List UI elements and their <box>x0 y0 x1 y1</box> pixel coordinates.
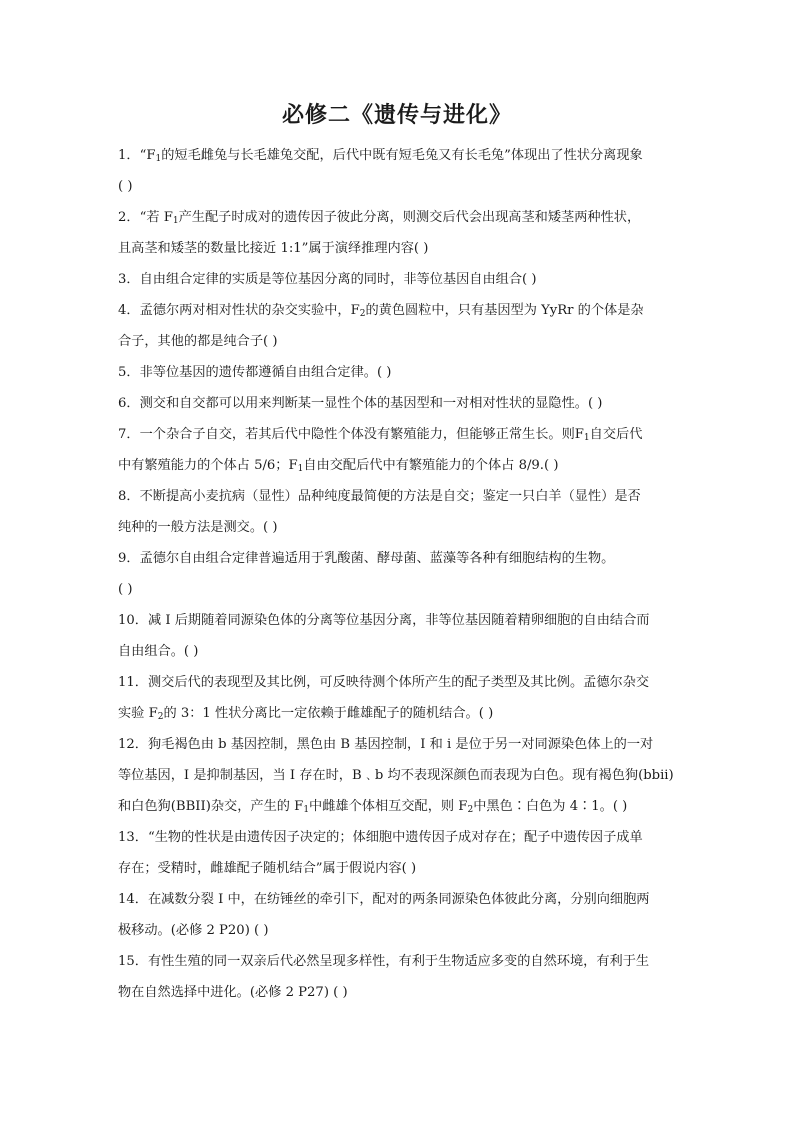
question-item <box>118 140 678 202</box>
question-text: 1．“F <box>118 148 156 163</box>
question-text: 13．“生物的性状是由遗传因子决定的；体细胞中遗传因子成对存在；配子中遗传因子成单 <box>118 830 643 845</box>
question-text: 纯种的一般方法是测交。( ) <box>118 520 278 535</box>
question-text: 实验 F <box>118 706 158 721</box>
question-item <box>118 946 678 1008</box>
question-item <box>118 729 678 822</box>
question-line <box>118 853 678 884</box>
question-text: 极移动。(必修 2 P20) ( ) <box>118 923 269 938</box>
question-text: 6．测交和自交都可以用来判断某一显性个体的基因型和一对相对性状的显隐性。( ) <box>118 396 603 411</box>
question-text: 合子，其他的都是纯合子( ) <box>118 334 278 349</box>
question-text: ( ) <box>118 582 133 597</box>
subscript: 1 <box>583 433 590 443</box>
question-line <box>118 233 678 264</box>
question-text: 2．“若 F <box>118 210 173 225</box>
question-text: 且高茎和矮茎的数量比接近 1:1”属于演绎推理内容( ) <box>118 241 429 256</box>
question-line <box>118 171 678 202</box>
question-text: 产生配子时成对的遗传因子彼此分离，则测交后代会出现高茎和矮茎两种性状， <box>178 210 641 225</box>
question-item <box>118 264 678 295</box>
question-line <box>118 357 678 388</box>
question-text: 的黄色圆粒中，只有基因型为 YyRr 的个体是杂 <box>365 303 644 318</box>
question-line <box>118 264 678 295</box>
question-text: 自交后代 <box>589 427 643 442</box>
question-line <box>118 698 678 729</box>
question-line <box>118 760 678 791</box>
question-line <box>118 202 678 233</box>
question-line <box>118 636 678 667</box>
question-text: 8．不断提高小麦抗病（显性）品种纯度最简便的方法是自交；鉴定一只白羊（显性）是否 <box>118 489 641 504</box>
question-item <box>118 884 678 946</box>
page-title: 必修二《遗传与进化》 <box>281 102 512 128</box>
question-item <box>118 295 678 357</box>
question-text: 4．孟德尔两对相对性状的杂交实验中，F <box>118 303 360 318</box>
question-text: 自由交配后代中有繁殖能力的个体占 8/9.( ) <box>303 458 559 473</box>
question-line <box>118 388 678 419</box>
question-item <box>118 605 678 667</box>
question-line <box>118 574 678 605</box>
question-text: 物在自然选择中进化。(必修 2 P27) ( ) <box>118 985 348 1000</box>
question-text: 9．孟德尔自由组合定律普遍适用于乳酸菌、酵母菌、蓝藻等各种有细胞结构的生物。 <box>118 551 615 566</box>
question-line <box>118 884 678 915</box>
question-line <box>118 481 678 512</box>
question-text: 和白色狗(BBII)杂交，产生的 F <box>118 799 304 814</box>
question-item <box>118 202 678 264</box>
question-text: 的短毛雌兔与长毛雄兔交配，后代中既有短毛兔又有长毛兔”体现出了性状分离现象 <box>161 148 643 163</box>
question-item <box>118 419 678 481</box>
subscript: 1 <box>297 464 304 474</box>
question-text: 自由组合。( ) <box>118 644 199 659</box>
question-line <box>118 605 678 636</box>
subscript: 1 <box>155 154 162 164</box>
question-text: 3．自由组合定律的实质是等位基因分离的同时，非等位基因自由组合( ) <box>118 272 537 287</box>
question-item <box>118 481 678 543</box>
question-line <box>118 915 678 946</box>
question-text: 存在；受精时，雌雄配子随机结合”属于假说内容( ) <box>118 861 417 876</box>
question-line <box>118 295 678 326</box>
question-text: 等位基因，I 是抑制基因，当 I 存在时，B﹑b 均不表现深颜色而表现为白色。现有褐色狗(bbii) <box>118 768 674 783</box>
question-item <box>118 667 678 729</box>
question-line <box>118 667 678 698</box>
question-text: ( ) <box>118 179 133 194</box>
question-text: 5．非等位基因的遗传都遵循自由组合定律。( ) <box>118 365 392 380</box>
question-item <box>118 357 678 388</box>
question-line <box>118 512 678 543</box>
question-text: 14．在减数分裂 I 中，在纺锤丝的牵引下，配对的两条同源染色体彼此分离，分别向细胞两 <box>118 892 650 907</box>
question-line <box>118 543 678 574</box>
question-text: 11．测交后代的表现型及其比例，可反映待测个体所产生的配子类型及其比例。孟德尔杂交 <box>118 675 650 690</box>
question-text: 中黑色∶白色为 4∶1。( ) <box>473 799 628 814</box>
question-item <box>118 822 678 884</box>
question-line <box>118 822 678 853</box>
question-item <box>118 388 678 419</box>
question-text: 的 3：1 性状分离比一定依赖于雌雄配子的随机结合。( ) <box>163 706 494 721</box>
question-line <box>118 450 678 481</box>
question-line <box>118 791 678 822</box>
question-line <box>118 326 678 357</box>
question-list <box>118 140 678 1008</box>
question-line <box>118 729 678 760</box>
question-text: 中雌雄个体相互交配，则 F <box>309 799 468 814</box>
subscript: 2 <box>467 805 474 815</box>
question-text: 12．狗毛褐色由 b 基因控制，黑色由 B 基因控制，I 和 i 是位于另一对同源染色体上的一对 <box>118 737 654 752</box>
question-item <box>118 543 678 605</box>
question-line <box>118 419 678 450</box>
subscript: 2 <box>359 309 366 319</box>
question-line <box>118 946 678 977</box>
question-text: 10．减 I 后期随着同源染色体的分离等位基因分离，非等位基因随着精卵细胞的自由结合而 <box>118 613 650 628</box>
question-line <box>118 977 678 1008</box>
question-text: 7．一个杂合子自交，若其后代中隐性个体没有繁殖能力，但能够正常生长。则F <box>118 427 584 442</box>
question-text: 15．有性生殖的同一双亲后代必然呈现多样性，有利于生物适应多变的自然环境，有利于生 <box>118 954 650 969</box>
subscript: 1 <box>303 805 310 815</box>
subscript: 2 <box>157 712 164 722</box>
question-line <box>118 140 678 171</box>
question-text: 中有繁殖能力的个体占 5/6；F <box>118 458 298 473</box>
subscript: 1 <box>172 216 179 226</box>
